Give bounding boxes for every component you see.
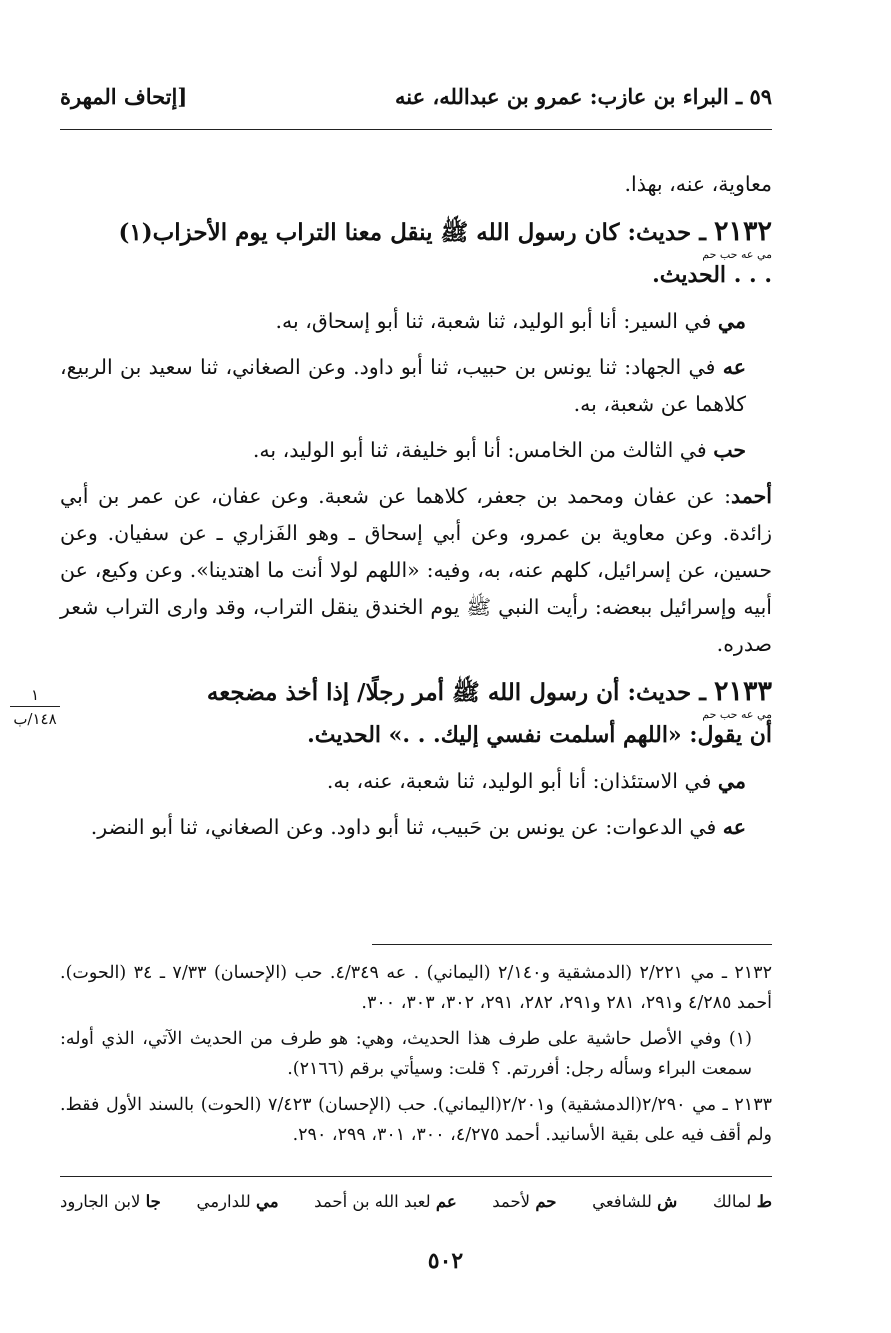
hadith-heading-text: ـ حديث: كان رسول الله ﷺ ينقل معنا التراب يوم الأحزاب(١) xyxy=(118,219,714,246)
hadith-number: ٢١٣٣ xyxy=(713,676,772,707)
book-title: [إتحاف المهرة xyxy=(60,84,188,109)
hadith-continuation: أن يقول: «اللهم أسلمت نفسي إليك. . .» الحديث. xyxy=(307,722,772,748)
abbreviation-item: جا لابن الجارود xyxy=(60,1192,161,1211)
hadith-heading xyxy=(60,672,772,713)
page-number: ٥٠٢ xyxy=(427,1248,464,1274)
main-text xyxy=(60,166,772,855)
source-code: أحمد xyxy=(731,484,772,508)
hadith-heading-text: ـ حديث: أن رسول الله ﷺ أمر رجلًا/ إذا أخذ مضجعه xyxy=(206,679,714,706)
paragraph: أحمد: عن عفان ومحمد بن جعفر، كلاهما عن شعبة. وعن عفان، عن عمر بن أبي زائدة. وعن معاوية بن عمرو، وعن أبي إسحاق ـ وهو الفَزاري ـ عن سفيان. وعن حسين، عن إسرائيل، كلهم عنه، به، وفيه: «اللهم لولا أنت ما اهتدينا». وعن وكيع، عن أبيه وإسرائيل ببعضه: رأيت النبي ﷺ يوم الخندق ينقل التراب، وقد وارى التراب شعر صدره. xyxy=(60,484,772,656)
folio-marker: ١ xyxy=(30,686,40,704)
paragraph: معاوية، عنه، بهذا. xyxy=(624,172,772,196)
hadith-heading xyxy=(60,212,772,253)
footnote: ٢١٣٢ ـ مي ٢/٢٢١ (الدمشقية و٢/١٤٠ (اليماني) . عه ٤/٣٤٩. حب (الإحسان) ٧/٣٣ ـ ٣٤ (الحوت). أحمد ٤/٢٨٥ و٢٩١، ٢٨١ و٢٩١، ٢٨٢، ٢٩١، ٣٠٢، ٣٠٣، ٣٠٠. xyxy=(60,963,772,1013)
abbreviation-item: مي للدارمي xyxy=(196,1192,279,1211)
paragraph: عه في الدعوات: عن يونس بن حَبيب، ثنا أبو داود. وعن الصغاني، ثنا أبو النضر. xyxy=(90,815,746,839)
folio-divider xyxy=(10,706,60,707)
source-codes: مي عه حب حم xyxy=(702,248,772,261)
paragraph: حب في الثالث من الخامس: أنا أبو خليفة، ثنا أبو الوليد، به. xyxy=(252,438,746,462)
manuscript-folio-note xyxy=(10,686,60,729)
hadith-entry xyxy=(60,212,772,291)
hadith-continuation: . . . الحديث. xyxy=(652,262,772,288)
abbreviation-item: ط لمالك xyxy=(712,1192,772,1211)
source-code: عه xyxy=(722,355,746,379)
running-header xyxy=(60,84,772,124)
abbreviation-key xyxy=(60,1192,772,1222)
footnotes xyxy=(60,958,772,1156)
source-code: حب xyxy=(713,438,746,462)
source-code: عه xyxy=(722,815,746,839)
hadith-entry xyxy=(60,672,772,751)
footnote: (١) وفي الأصل حاشية على طرف هذا الحديث، وهي: هو طرف من الحديث الآتي، الذي أوله: سمعت البراء وسأله رجل: أفررتم. ؟ قلت: وسيأتي برقم (٢١٦٦). xyxy=(60,1029,752,1079)
chapter-title: ٥٩ ـ البراء بن عازب: عمرو بن عبدالله، عنه xyxy=(395,84,772,109)
abbreviation-divider xyxy=(60,1176,772,1177)
abbreviation-item: ش للشافعي xyxy=(592,1192,678,1211)
footnote: ٢١٣٣ ـ مي ٢/٢٩٠(الدمشقية) و٢/٢٠١(اليماني). حب (الإحسان) ٧/٤٢٣ (الحوت) بالسند الأول فقط. ولم أقف فيه على بقية الأسانيد. أحمد ٤/٢٧٥، ٣٠٠، ٣٠١، ٢٩٩، ٢٩٠. xyxy=(60,1095,772,1145)
paragraph: مي في السير: أنا أبو الوليد، ثنا شعبة، ثنا أبو إسحاق، به. xyxy=(275,309,746,333)
source-codes: مي عه حب حم xyxy=(702,708,772,721)
abbreviation-item: حم لأحمد xyxy=(492,1192,557,1211)
folio-reference: ١٤٨/ب xyxy=(13,710,57,728)
abbreviation-item: عم لعبد الله بن أحمد xyxy=(314,1192,457,1211)
hadith-number: ٢١٣٢ xyxy=(713,216,772,247)
source-code: مي xyxy=(717,309,746,333)
paragraph: عه في الجهاد: ثنا يونس بن حبيب، ثنا أبو داود. وعن الصغاني، ثنا سعيد بن الربيع، كلاهما عن شعبة، به. xyxy=(60,355,746,416)
paragraph: مي في الاستئذان: أنا أبو الوليد، ثنا شعبة، عنه، به. xyxy=(326,769,746,793)
source-code: مي xyxy=(717,769,746,793)
footnote-divider xyxy=(372,944,772,945)
header-divider xyxy=(60,129,772,130)
